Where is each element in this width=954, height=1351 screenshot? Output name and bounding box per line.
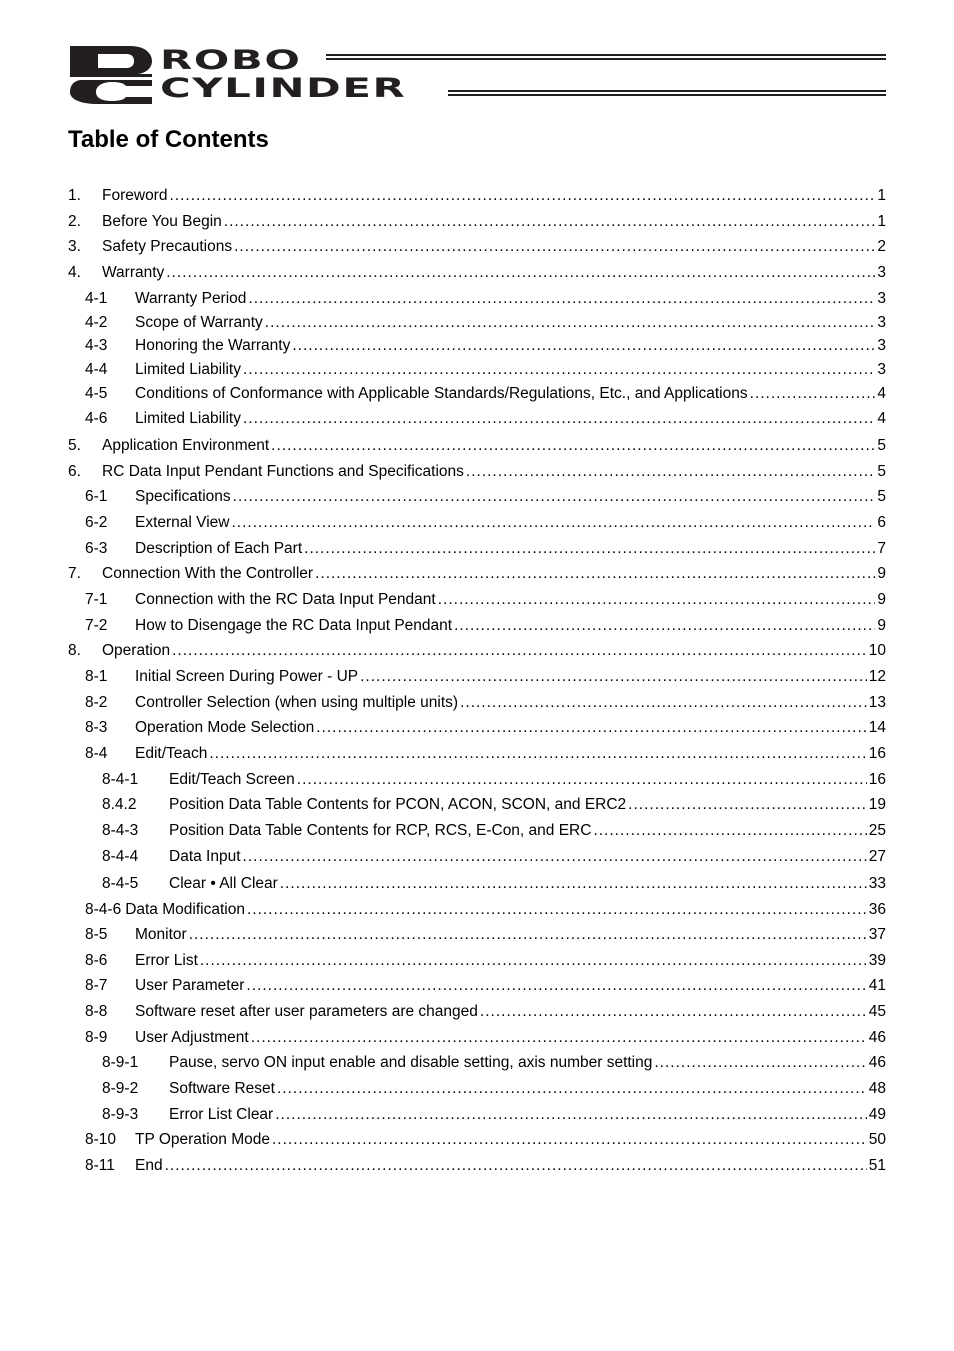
- toc-entry[interactable]: [68, 384, 886, 404]
- toc-entry[interactable]: [68, 976, 886, 996]
- toc-dot-leader: [654, 1053, 866, 1073]
- toc-dot-leader: [172, 641, 867, 661]
- toc-entry-label: Limited Liability: [135, 361, 241, 378]
- toc-dot-leader: [234, 237, 875, 257]
- toc-entry-page: 1: [877, 187, 886, 204]
- toc-entry[interactable]: [68, 237, 886, 257]
- page-header: [68, 44, 886, 108]
- toc-entry-label: Safety Precautions: [102, 238, 233, 255]
- toc-entry-page: 16: [868, 771, 886, 788]
- toc-entry-page: 45: [868, 1003, 886, 1020]
- toc-entry-page: 14: [868, 719, 886, 736]
- toc-entry-label: Software reset after user parameters are changed: [135, 1003, 478, 1020]
- toc-dot-leader: [243, 409, 875, 429]
- toc-entry-page: 7: [877, 540, 886, 557]
- toc-dot-leader: [265, 313, 876, 333]
- toc-entry-label: Clear • All Clear: [169, 875, 278, 892]
- toc-entry-label: End: [135, 1157, 163, 1174]
- page-title: Table of Contents: [68, 126, 269, 153]
- toc-entry[interactable]: [68, 1079, 886, 1099]
- toc-entry-number: 4-1: [85, 290, 108, 307]
- toc-entry-label: Conditions of Conformance with Applicable Standards/Regulations, Etc., and Applications: [135, 385, 748, 402]
- toc-entry-number: 4-6: [85, 410, 108, 427]
- toc-entry-label: Operation: [102, 642, 171, 659]
- toc-entry-number: 6-3: [85, 540, 108, 557]
- toc-entry-number: 8-4-1: [102, 771, 139, 788]
- toc-entry-page: 3: [877, 337, 886, 354]
- toc-dot-leader: [166, 263, 875, 283]
- toc-entry-number: 7-1: [85, 591, 108, 608]
- toc-entry-label: User Adjustment: [135, 1029, 249, 1046]
- toc-entry[interactable]: [68, 487, 886, 507]
- toc-entry-page: 46: [868, 1054, 886, 1071]
- toc-entry[interactable]: [68, 795, 886, 815]
- toc-entry-page: 37: [868, 926, 886, 943]
- toc-entry-page: 49: [868, 1106, 886, 1123]
- toc-dot-leader: [304, 539, 875, 559]
- toc-entry-page: 9: [877, 565, 886, 582]
- toc-entry-label: Before You Begin: [102, 213, 222, 230]
- toc-entry-page: 39: [868, 952, 886, 969]
- toc-entry-label: Limited Liability: [135, 410, 241, 427]
- toc-dot-leader: [280, 874, 867, 894]
- toc-dot-leader: [272, 1130, 867, 1150]
- toc-entry-number: 8-6: [85, 952, 108, 969]
- toc-dot-leader: [593, 821, 866, 841]
- toc-entry-number: 8-11: [85, 1157, 115, 1174]
- toc-entry[interactable]: [68, 667, 886, 687]
- toc-entry-number: 1.: [68, 187, 81, 204]
- toc-entry[interactable]: [68, 263, 886, 283]
- toc-entry-label: Connection with the RC Data Input Pendant: [135, 591, 436, 608]
- toc-entry-number: 5.: [68, 437, 81, 454]
- toc-dot-leader: [251, 1028, 867, 1048]
- toc-entry-label: User Parameter: [135, 977, 245, 994]
- toc-dot-leader: [243, 847, 867, 867]
- toc-entry-number: 8-4-4: [102, 848, 139, 865]
- toc-entry-number: 8-4-5: [102, 875, 139, 892]
- toc-entry[interactable]: [68, 436, 886, 456]
- toc-entry[interactable]: [68, 1028, 886, 1048]
- toc-entry-number: 4-4: [85, 361, 108, 378]
- toc-entry[interactable]: [68, 900, 886, 920]
- toc-entry[interactable]: [68, 1002, 886, 1022]
- toc-entry-page: 4: [877, 385, 886, 402]
- toc-entry-number: 8-8: [85, 1003, 108, 1020]
- toc-entry-label: Position Data Table Contents for PCON, ACON, SCON, and ERC2: [169, 796, 627, 813]
- toc-entry-page: 6: [877, 514, 886, 531]
- toc-entry-number: 8-5: [85, 926, 108, 943]
- toc-entry-label: TP Operation Mode: [135, 1131, 270, 1148]
- toc-entry-label: Error List Clear: [169, 1106, 274, 1123]
- toc-entry-number: 8.: [68, 642, 81, 659]
- toc-entry[interactable]: [68, 616, 886, 636]
- toc-entry-number: 8-7: [85, 977, 108, 994]
- toc-entry-page: 36: [868, 901, 886, 918]
- toc-entry-label: Foreword: [102, 187, 168, 204]
- toc-entry-label: Data Modification: [125, 901, 245, 918]
- toc-entry[interactable]: [68, 336, 886, 356]
- toc-dot-leader: [275, 1105, 867, 1125]
- toc-entry-page: 3: [877, 264, 886, 281]
- toc-entry[interactable]: [68, 360, 886, 380]
- toc-entry[interactable]: [68, 462, 886, 482]
- toc-entry-label: RC Data Input Pendant Functions and Specifications: [102, 463, 464, 480]
- toc-dot-leader: [460, 693, 867, 713]
- toc-entry-label: External View: [135, 514, 230, 531]
- toc-dot-leader: [200, 951, 867, 971]
- toc-entry-page: 46: [868, 1029, 886, 1046]
- toc-entry-number: 8-9-1: [102, 1054, 139, 1071]
- toc-entry[interactable]: [68, 409, 886, 429]
- toc-entry-number: 8-4-6: [85, 901, 122, 918]
- toc-entry-number: 4-3: [85, 337, 108, 354]
- toc-entry-label: Software Reset: [169, 1080, 275, 1097]
- toc-entry-label: Error List: [135, 952, 198, 969]
- toc-entry[interactable]: [68, 1156, 886, 1176]
- toc-entry-label: Monitor: [135, 926, 187, 943]
- toc-entry-label: Warranty Period: [135, 290, 247, 307]
- toc-entry[interactable]: [68, 770, 886, 790]
- toc-entry[interactable]: [68, 513, 886, 533]
- toc-entry-page: 41: [868, 977, 886, 994]
- toc-entry-page: 5: [877, 437, 886, 454]
- toc-entry-number: 6-2: [85, 514, 108, 531]
- toc-entry-label: Warranty: [102, 264, 165, 281]
- toc-entry-number: 8-9: [85, 1029, 108, 1046]
- toc-dot-leader: [231, 513, 875, 533]
- logo-line-cylinder: CYLINDER: [160, 73, 407, 104]
- toc-entry[interactable]: [68, 821, 886, 841]
- toc-entry[interactable]: [68, 186, 886, 206]
- toc-entry-number: 8-9-2: [102, 1080, 139, 1097]
- toc-dot-leader: [466, 462, 875, 482]
- toc-entry-page: 10: [868, 642, 886, 659]
- toc-entry-page: 50: [868, 1131, 886, 1148]
- toc-entry-label: Connection With the Controller: [102, 565, 314, 582]
- toc-dot-leader: [315, 564, 875, 584]
- toc-entry-label: Pause, servo ON input enable and disable setting, axis number setting: [169, 1054, 653, 1071]
- toc-entry[interactable]: [68, 1130, 886, 1150]
- toc-entry[interactable]: [68, 590, 886, 610]
- toc-entry-page: 27: [868, 848, 886, 865]
- toc-entry-number: 8-2: [85, 694, 108, 711]
- toc-entry-page: 3: [877, 314, 886, 331]
- toc-entry-page: 25: [868, 822, 886, 839]
- toc-entry-label: How to Disengage the RC Data Input Pendant: [135, 617, 453, 634]
- toc-entry[interactable]: [68, 313, 886, 333]
- toc-dot-leader: [480, 1002, 867, 1022]
- toc-entry-number: 8-9-3: [102, 1106, 139, 1123]
- toc-dot-leader: [454, 616, 875, 636]
- toc-dot-leader: [233, 487, 876, 507]
- toc-entry-page: 2: [877, 238, 886, 255]
- rc-logo-icon: [68, 44, 156, 106]
- toc-entry-number: 2.: [68, 213, 81, 230]
- toc-entry-page: 16: [868, 745, 886, 762]
- toc-entry-page: 5: [877, 488, 886, 505]
- toc-entry-page: 3: [877, 361, 886, 378]
- toc-dot-leader: [169, 186, 875, 206]
- toc-dot-leader: [209, 744, 866, 764]
- toc-entry-number: 8-10: [85, 1131, 117, 1148]
- toc-entry-label: Edit/Teach: [135, 745, 208, 762]
- toc-entry-number: 8-4-3: [102, 822, 139, 839]
- toc-entry[interactable]: [68, 564, 886, 584]
- toc-entry[interactable]: [68, 744, 886, 764]
- toc-dot-leader: [628, 795, 867, 815]
- toc-entry-label: Position Data Table Contents for RCP, RCS, E-Con, and ERC: [169, 822, 592, 839]
- toc-entry-page: 1: [877, 213, 886, 230]
- toc-entry-number: 8-1: [85, 668, 108, 685]
- toc-entry-number: 4-5: [85, 385, 108, 402]
- toc-entry-page: 13: [868, 694, 886, 711]
- toc-entry-page: 51: [868, 1157, 886, 1174]
- toc-entry-label: Operation Mode Selection: [135, 719, 315, 736]
- toc-dot-leader: [316, 718, 867, 738]
- toc-entry[interactable]: [68, 925, 886, 945]
- toc-dot-leader: [297, 770, 867, 790]
- toc-entry-page: 19: [868, 796, 886, 813]
- toc-entry[interactable]: [68, 951, 886, 971]
- toc-entry[interactable]: [68, 641, 886, 661]
- toc-entry[interactable]: [68, 289, 886, 309]
- toc-dot-leader: [224, 212, 876, 232]
- toc-entry[interactable]: [68, 693, 886, 713]
- toc-entry-number: 7.: [68, 565, 81, 582]
- toc-entry-number: 8-4: [85, 745, 108, 762]
- toc-entry-number: 8-3: [85, 719, 108, 736]
- toc-dot-leader: [750, 384, 876, 404]
- toc-dot-leader: [248, 289, 875, 309]
- toc-entry-label: Controller Selection (when using multiple units): [135, 694, 459, 711]
- toc-entry[interactable]: [68, 212, 886, 232]
- toc-entry-label: Scope of Warranty: [135, 314, 263, 331]
- toc-entry-page: 3: [877, 290, 886, 307]
- toc-entry[interactable]: [68, 1053, 886, 1073]
- toc-entry-label: Initial Screen During Power - UP: [135, 668, 359, 685]
- toc-dot-leader: [243, 360, 875, 380]
- toc-entry-page: 48: [868, 1080, 886, 1097]
- toc-entry-page: 4: [877, 410, 886, 427]
- toc-dot-leader: [360, 667, 867, 687]
- toc-entry-page: 33: [868, 875, 886, 892]
- toc-entry-number: 6-1: [85, 488, 108, 505]
- toc-dot-leader: [271, 436, 875, 456]
- toc-entry-page: 9: [877, 617, 886, 634]
- toc-entry-number: 7-2: [85, 617, 108, 634]
- toc-dot-leader: [247, 900, 867, 920]
- toc-entry-label: Honoring the Warranty: [135, 337, 291, 354]
- toc-dot-leader: [246, 976, 866, 996]
- toc-entry-number: 6.: [68, 463, 81, 480]
- toc-dot-leader: [292, 336, 875, 356]
- toc-entry[interactable]: [68, 847, 886, 867]
- toc-entry-number: 8.4.2: [102, 796, 137, 813]
- toc-entry-label: Description of Each Part: [135, 540, 303, 557]
- toc-entry[interactable]: [68, 874, 886, 894]
- toc-entry[interactable]: [68, 718, 886, 738]
- toc-entry-label: Application Environment: [102, 437, 270, 454]
- logo-line-robo: ROBO: [160, 45, 302, 76]
- toc-entry[interactable]: [68, 539, 886, 559]
- header-rule-bottom: [448, 90, 886, 96]
- header-rule-top: [326, 54, 886, 60]
- toc-entry-page: 12: [868, 668, 886, 685]
- toc-entry-label: Edit/Teach Screen: [169, 771, 295, 788]
- toc-entry[interactable]: [68, 1105, 886, 1125]
- toc-entry-label: Data Input: [169, 848, 241, 865]
- toc-entry-number: 3.: [68, 238, 81, 255]
- toc-dot-leader: [165, 1156, 867, 1176]
- toc-entry-number: 4.: [68, 264, 81, 281]
- toc-entry-page: 9: [877, 591, 886, 608]
- toc-entry-label: Specifications: [135, 488, 231, 505]
- toc-dot-leader: [189, 925, 867, 945]
- toc-dot-leader: [277, 1079, 867, 1099]
- toc-entry-page: 5: [877, 463, 886, 480]
- toc-dot-leader: [438, 590, 876, 610]
- toc-entry-number: 4-2: [85, 314, 108, 331]
